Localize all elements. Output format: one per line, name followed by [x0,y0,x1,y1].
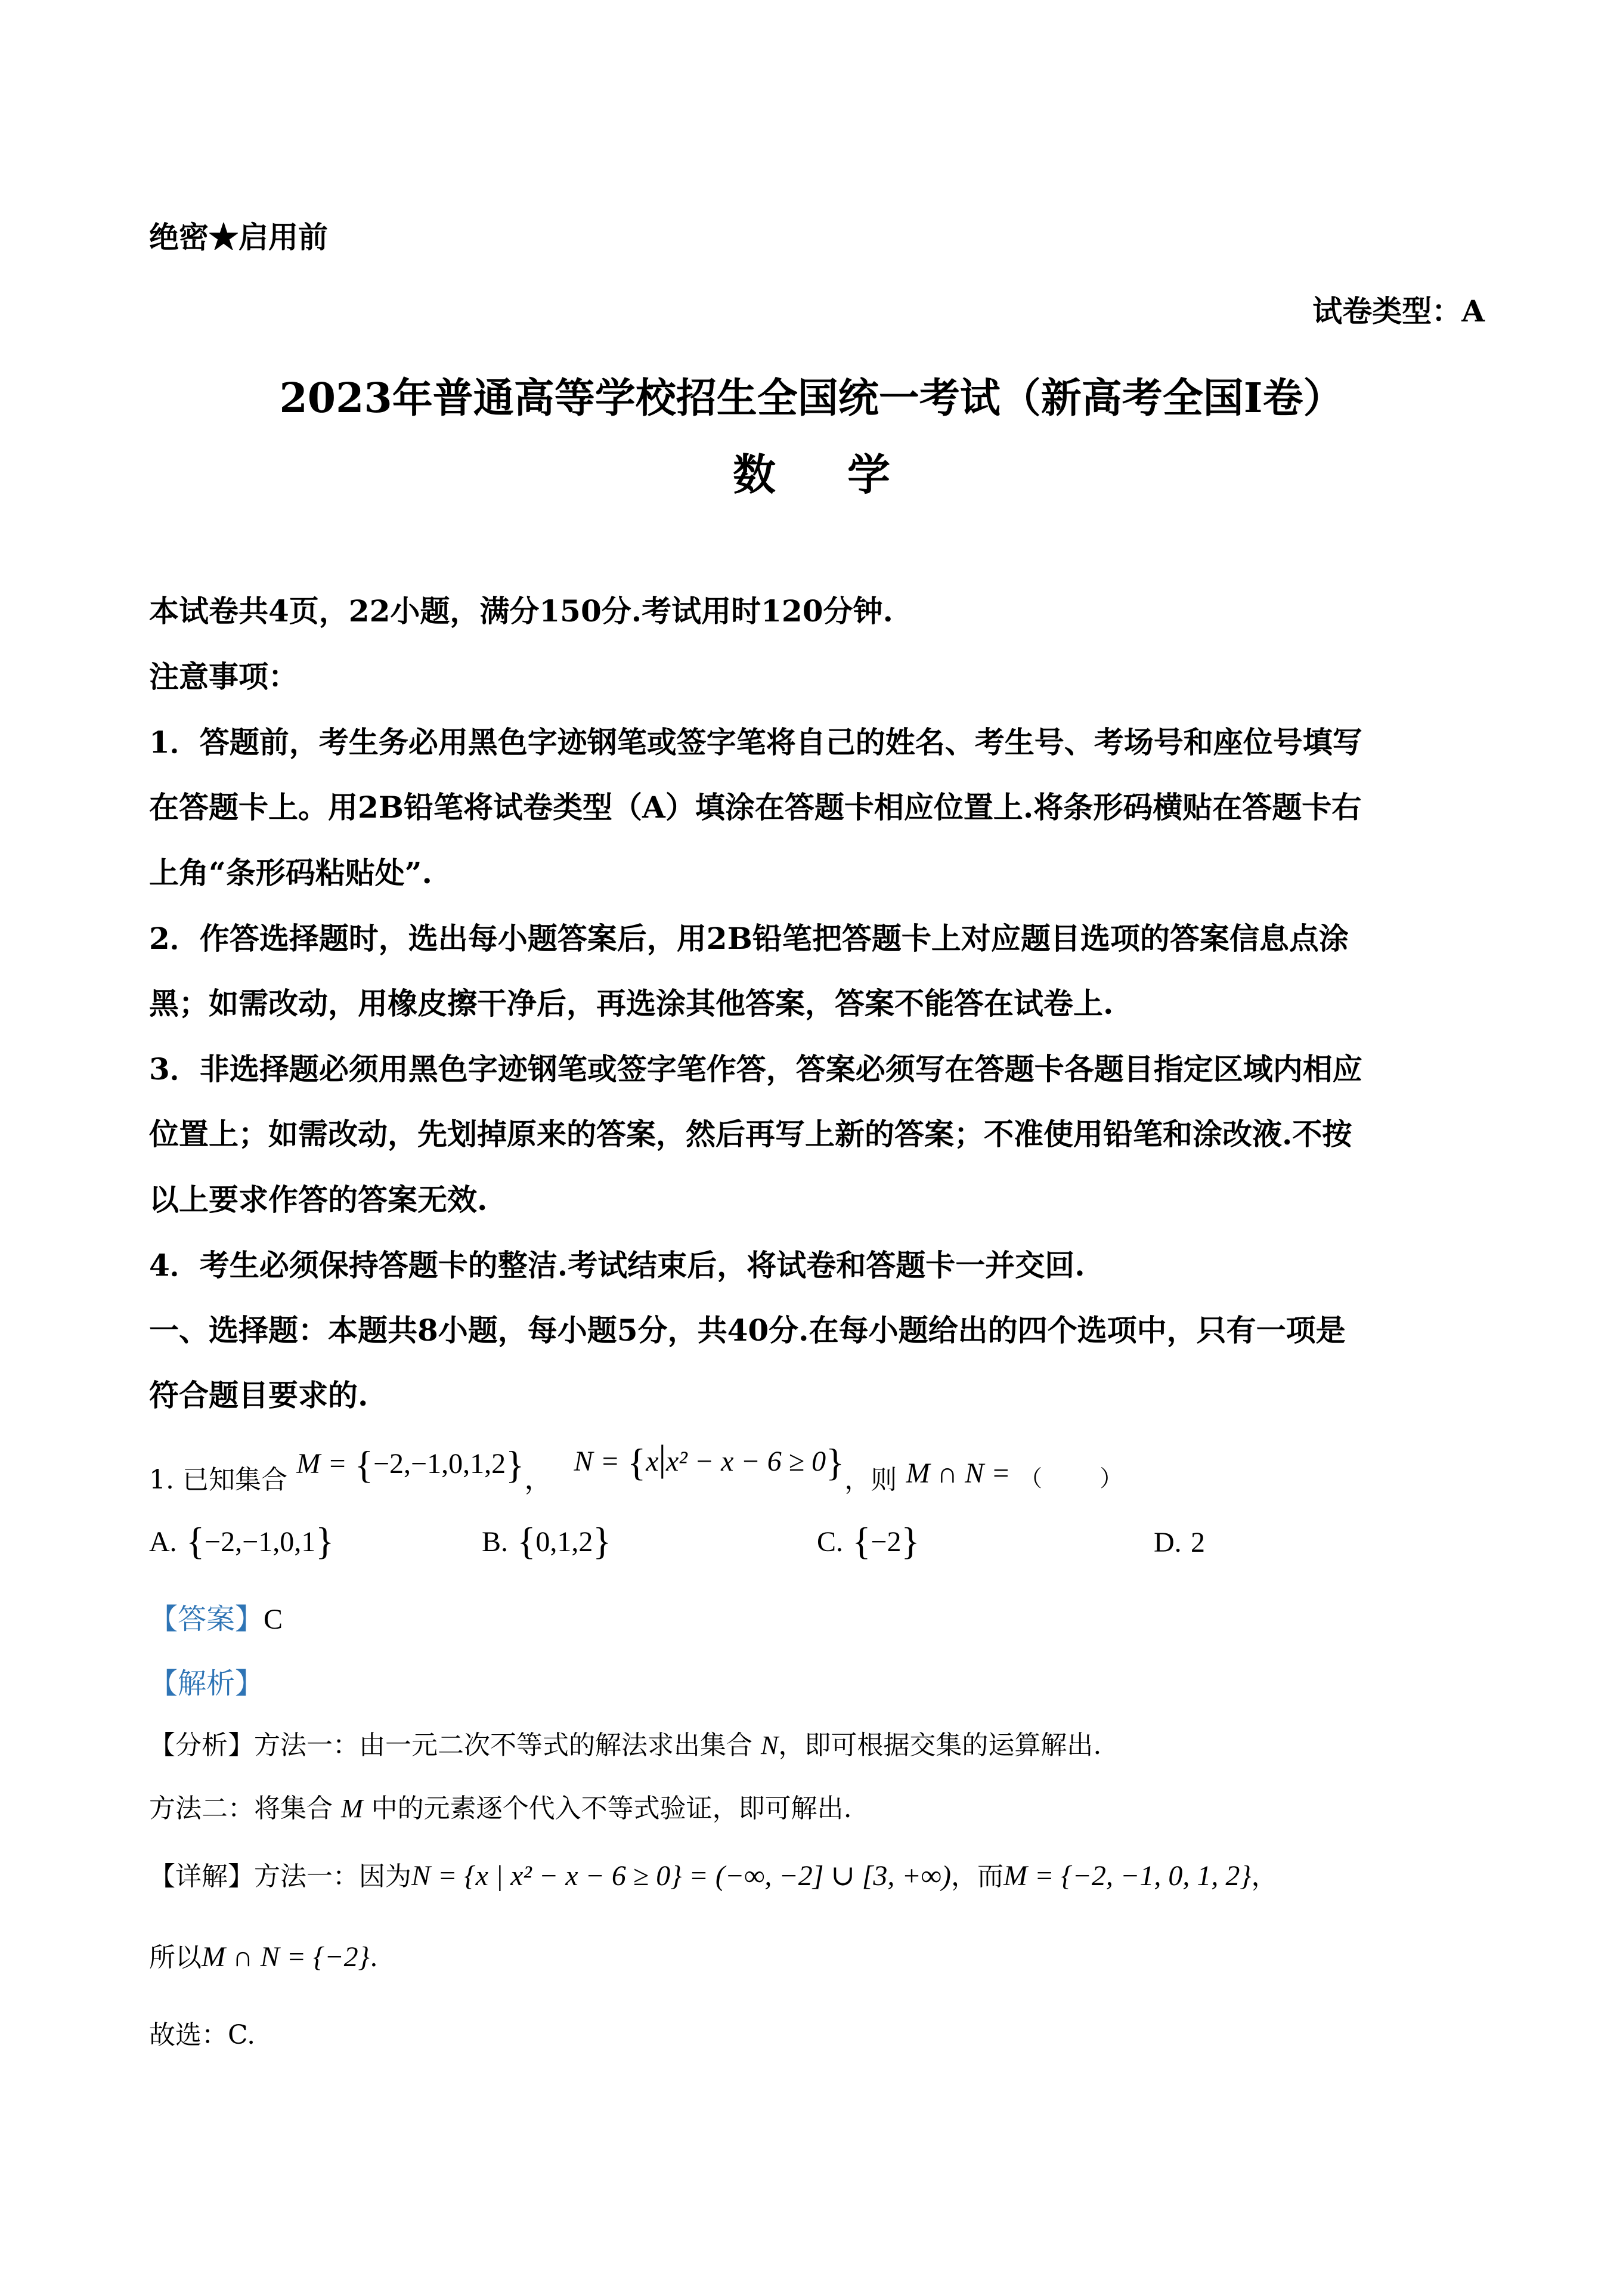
detail-text: 方法一：因为 [254,1861,411,1892]
option-value: −2 [871,1525,902,1558]
right-brace: } [506,1444,525,1487]
notice-line: 位置上；如需改动，先划掉原来的答案，然后再写上新的答案；不准使用铅笔和涂改液.不按 [149,1116,1352,1152]
exam-intro: 本试卷共4页，22小题，满分150分.考试用时120分钟. [149,593,893,629]
confidential-label: 绝密★启用前 [149,219,328,255]
fenxi-method-1 [149,1723,1101,1762]
such-that-bar: | [658,1438,667,1479]
option-label: D. [1154,1527,1182,1558]
set-n-name: N [574,1446,593,1477]
math-var: N [761,1731,779,1760]
left-brace: { [354,1444,373,1487]
question-ask: M ∩ N = [906,1458,1011,1489]
set-m-name: M [296,1448,321,1480]
set-n-solution: N = {x | x² − x − 6 ≥ 0} = (−∞, −2] ∪ [3, +∞) [411,1860,951,1892]
notice-line: 2．作答选择题时，选出每小题答案后，用2B铅笔把答题卡上对应题目选项的答案信息点涂 [149,921,1349,956]
subject-title: 数学 [732,449,962,500]
option-d [1154,1525,1205,1559]
question-1 [149,1437,1122,1497]
exam-title: 2023年普通高等学校招生全国统一考试（新高考全国I卷） [279,375,1344,422]
notice-line: 在答题卡上。用2B铅笔将试卷类型（A）填涂在答题卡相应位置上.将条形码横贴在答题卡右 [149,790,1362,825]
set-m-elements: −2,−1,0,1,2 [373,1448,506,1480]
detail-text: ， [1251,1861,1278,1892]
right-brace: } [593,1520,612,1563]
set-n-var: x [646,1446,659,1477]
answer-blank: （ ） [1019,1465,1123,1492]
notice-line: 3．非选择题必须用黑色字迹钢笔或签字笔作答，答案必须写在答题卡各题目指定区域内相应 [149,1051,1362,1087]
question-prefix: 1. 已知集合 [149,1465,287,1495]
notice-line: 1．答题前，考生务必用黑色字迹钢笔或签字笔将自己的姓名、考生号、考场号和座位号填写 [149,725,1362,760]
right-brace: } [315,1520,334,1563]
then-text: ，则 [844,1465,897,1495]
detail-text: . [369,1942,378,1973]
notice-line: 4．考生必须保持答题卡的整洁.考试结束后，将试卷和答题卡一并交回. [149,1248,1085,1283]
answer-line [149,1596,283,1637]
set-n-condition: x² − x − 6 ≥ 0 [666,1446,826,1477]
fenxi-text: 方法一：由一元二次不等式的解法求出集合 [254,1730,752,1760]
option-value: 2 [1190,1527,1205,1558]
answer-tag: 【答案】 [149,1602,264,1636]
notice-line: 以上要求作答的答案无效. [149,1182,488,1217]
left-brace: { [517,1520,536,1563]
detail-text: ，而 [950,1861,1003,1892]
math-var: M [341,1794,363,1823]
option-c [817,1520,920,1564]
fenxi-text: 中的元素逐个代入不等式验证，即可解出. [371,1793,852,1824]
option-value: −2,−1,0,1 [205,1525,316,1558]
detail-method-1 [149,1855,1278,1893]
fenxi-method-2 [149,1787,852,1825]
answer-value: C [264,1604,283,1635]
detail-conclusion [149,1936,378,1974]
option-label: B. [482,1525,509,1558]
set-m-expression: M = {−2, −1, 0, 1, 2} [1003,1860,1252,1892]
left-brace: { [185,1520,205,1563]
comma: ， [524,1462,553,1496]
notice-line: 上角“条形码粘贴处”. [149,855,432,890]
equals-sign: = [329,1448,346,1480]
section-line: 符合题目要求的. [149,1378,368,1413]
option-label: A. [149,1525,177,1558]
option-a [149,1520,334,1564]
right-brace: } [901,1520,920,1563]
notice-line: 黑；如需改动，用橡皮擦干净后，再选涂其他答案，答案不能答在试卷上. [149,986,1114,1021]
fenxi-text: 方法二：将集合 [149,1793,333,1824]
option-label: C. [817,1525,844,1558]
detail-tag: 【详解】 [149,1861,254,1892]
option-value: 0,1,2 [535,1525,593,1558]
notice-heading: 注意事项： [149,659,298,694]
analysis-tag: 【解析】 [149,1667,264,1700]
option-b [482,1520,612,1564]
final-choice: 故选：C. [149,2020,256,2050]
fenxi-tag: 【分析】 [149,1730,254,1760]
left-brace: { [852,1520,871,1563]
analysis-heading [149,1660,264,1701]
paper-type-label: 试卷类型：A [1312,293,1485,329]
fenxi-text: ，即可根据交集的运算解出. [778,1730,1102,1760]
intersection-result: M ∩ N = {−2} [202,1941,370,1973]
detail-text: 所以 [149,1942,202,1973]
equals-sign: = [602,1446,618,1477]
section-line: 一、选择题：本题共8小题，每小题5分，共40分.在每小题给出的四个选项中，只有一项是 [149,1313,1346,1348]
left-brace: { [627,1441,646,1484]
right-brace: } [826,1441,845,1484]
